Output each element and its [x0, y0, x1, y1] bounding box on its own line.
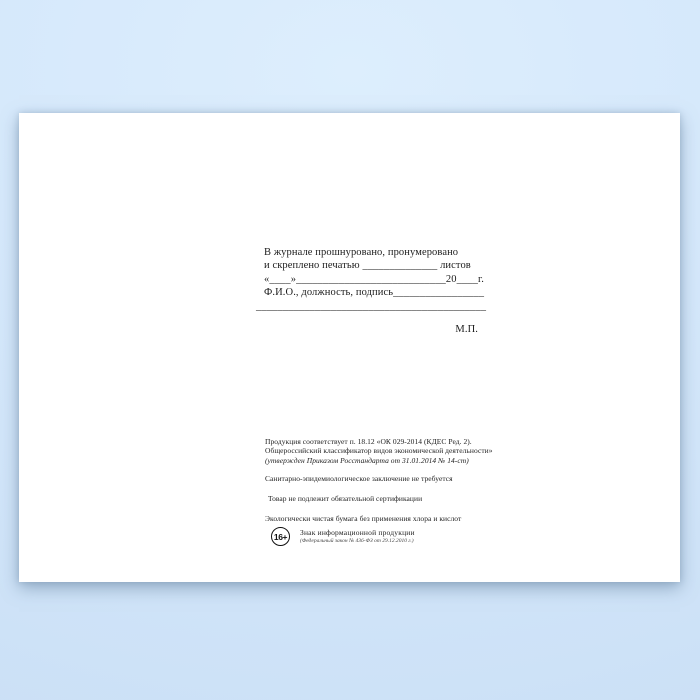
- sanitary-statement: Санитарно-эпидемиологическое заключение не требуется: [265, 474, 453, 483]
- age-rating-16plus-icon: 16+: [271, 527, 290, 546]
- stamp-line-blank-rule: ___________________________________________: [256, 300, 487, 312]
- journal-back-cover-page: [19, 113, 680, 582]
- compliance-paragraph: [265, 437, 493, 465]
- eco-paper-statement: Экологически чистая бумага без применения хлора и кислот: [265, 514, 462, 523]
- stamp-line-name-position-signature: Ф.И.О., должность, подпись_________________: [264, 287, 485, 299]
- compliance-line-okved: Продукция соответствует п. 18.12 «ОК 029-2014 (КДЕС Ред. 2).: [265, 437, 472, 446]
- stamp-line-bound: В журнале прошнуровано, пронумеровано: [264, 247, 459, 258]
- info-product-sign-text: [300, 529, 415, 544]
- compliance-line-classifier: Общероссийский классификатор видов экономической деятельности»: [265, 446, 493, 456]
- info-product-sign-law: (Федеральный закон № 436-ФЗ от 29.12.2010 г.): [300, 537, 414, 544]
- stamp-line-sealed-sheets: и скреплено печатью ______________ листов: [264, 260, 471, 272]
- binding-stamp-block: [256, 246, 487, 336]
- stamp-line-date: «____»____________________________20____г.: [264, 273, 484, 285]
- compliance-line-order: (утвержден Приказом Росстандарта от 31.01.2014 № 14-ст): [265, 455, 469, 465]
- info-product-sign-title: Знак информационной продукции: [300, 528, 415, 537]
- info-product-sign-row: [271, 527, 415, 546]
- stamp-seal-abbr: М.П.: [455, 324, 478, 336]
- certification-statement: Товар не подлежит обязательной сертификации: [268, 494, 423, 503]
